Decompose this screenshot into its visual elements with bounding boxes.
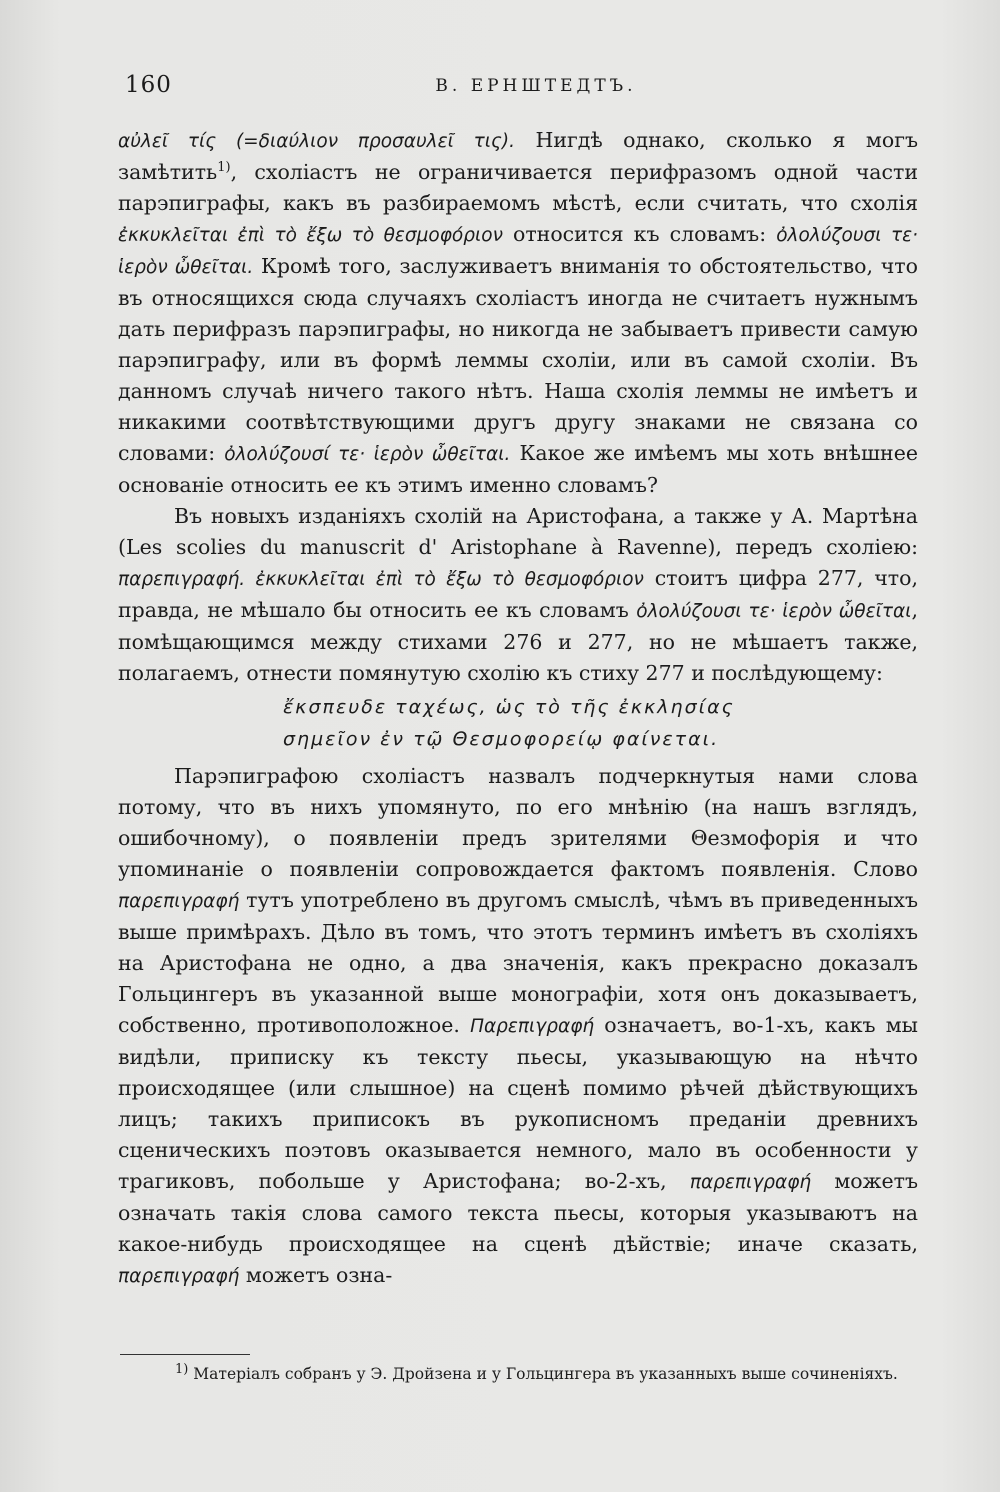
text-run: можетъ означать такія слова самого текста пьесы, которыя указываютъ на какое-нибудь происходящее на сценѣ дѣйствіе; иначе сказать, (118, 1169, 918, 1256)
greek-quote: ὀλολύζουσί τε· ἱερὸν ὦθεῖται. (224, 444, 511, 465)
greek-quote: ἐκκυκλεῖται ἐπὶ τὸ ἔξω τὸ θεσμοφόριον (118, 225, 503, 246)
paragraph-3 (118, 761, 918, 1292)
page-header (125, 72, 917, 106)
verse-quotation (118, 691, 918, 755)
text-run: означаетъ, во-1-хъ, какъ мы видѣли, приписку къ тексту пьесы, указывающую на нѣчто происходящее (или слышное) на сценѣ помимо рѣчей дѣйствующихъ лицъ; такихъ приписокъ въ рукописномъ преданіи древнихъ сценическихъ поэтовъ оказывается немного, мало въ особенности у трагиковъ, побольше у Аристофана; во-2-хъ, (118, 1013, 918, 1193)
text-run: Нигдѣ однако, сколько я могъ замѣтить (118, 128, 918, 184)
text-run: относится къ словамъ: (502, 222, 777, 246)
text-run: Кромѣ того, заслуживаетъ вниманія то обстоятельство, что въ относящихся сюда случаяхъ схоліастъ иногда не считаетъ нужнымъ дать перифразъ парэпиграфы, но никогда не забываетъ привести самую парэпиграфу, или въ формѣ леммы схоліи, или въ самой схоліи. Въ данномъ случаѣ ничего такого нѣтъ. Наша схолія леммы не имѣетъ и никакими соотвѣтствующими другъ другу знаками не связана со словами: (118, 254, 918, 465)
footnote-marker: 1) (175, 1361, 189, 1377)
greek-quote: ὀλολύζουσι τε· ἱερὸν ὦθεῖται (636, 601, 912, 622)
greek-quote: παρεπιγραφή (118, 1266, 240, 1287)
footnote-divider (120, 1354, 250, 1355)
page-number: 160 (125, 72, 172, 98)
running-head: В. ЕРНШТЕДТЪ. (435, 76, 637, 96)
body-text (118, 125, 918, 1292)
greek-quote: παρεπιγραφή (689, 1172, 812, 1193)
text-run: , схоліастъ не ограничивается перифразомъ одной части парэпиграфы, какъ въ разбираемомъ мѣстѣ, если считать, что схолія (118, 160, 918, 215)
text-run: можетъ озна- (239, 1263, 393, 1287)
verse-line-1: ἔκσπευδε ταχέως, ὡς τὸ τῆς ἐκκλησίας (283, 696, 735, 718)
text-run: , помѣщающимся между стихами 276 и 277, но не мѣшаетъ также, полагаемъ, отнести помянутую схолію къ стиху 277 и послѣдующему: (118, 598, 918, 685)
greek-quote: παρεπιγραφή. ἐκκυκλεῖται ἐπὶ τὸ ἔξω τὸ θεσμοφόριον (118, 569, 644, 590)
footnote-reference: 1) (217, 160, 231, 176)
verse-line-2: σημεῖον ἐν τῷ Θεσμοφορείῳ φαίνεται. (283, 728, 720, 750)
text-run: стоитъ цифра 277, что, правда, не мѣшало бы относить ее къ словамъ (118, 566, 918, 622)
footnote-text: Матеріалъ собранъ у Э. Дройзена и у Гольцингера въ указанныхъ выше сочиненіяхъ. (188, 1365, 898, 1383)
greek-quote: αὐλεῖ τίς (=διαύλιον προσαυλεῖ τις). (118, 131, 516, 152)
text-run: тутъ употреблено въ другомъ смыслѣ, чѣмъ въ приведенныхъ выше примѣрахъ. Дѣло въ томъ, что этотъ терминъ имѣетъ въ схоліяхъ на Аристофана не одно, а два значенія, какъ прекрасно доказалъ Гольцингеръ въ указанной выше монографіи, хотя онъ доказываетъ, собственно, противоположное. (118, 888, 918, 1037)
greek-quote: ὀλολύζουσι τε· ἱερὸν ὦθεῖται. (118, 225, 918, 278)
greek-quote: παρεπιγραφή (118, 891, 240, 912)
greek-quote: Παρεπιγραφή (470, 1016, 595, 1037)
text-run: Какое же имѣемъ мы хоть внѣшнее основаніе относить ее къ этимъ именно словамъ? (118, 441, 918, 497)
text-run: Въ новыхъ изданіяхъ схолій на Аристофана, а также у А. Мартѣна (Les scolies du manuscrit d' Aristophane à Ravenne), передъ схоліею: (118, 504, 918, 559)
paragraph-1 (118, 125, 918, 501)
footnote (120, 1362, 915, 1386)
text-run: Парэпиграфою схоліастъ назвалъ подчеркнутыя нами слова потому, что въ нихъ упомянуто, по его мнѣнію (на нашъ взглядъ, ошибочному), о появленіи предъ зрителями Θезмофорія и что упоминаніе о появленіи сопровождается фактомъ появленія. Слово (118, 764, 918, 881)
paragraph-2 (118, 501, 918, 689)
